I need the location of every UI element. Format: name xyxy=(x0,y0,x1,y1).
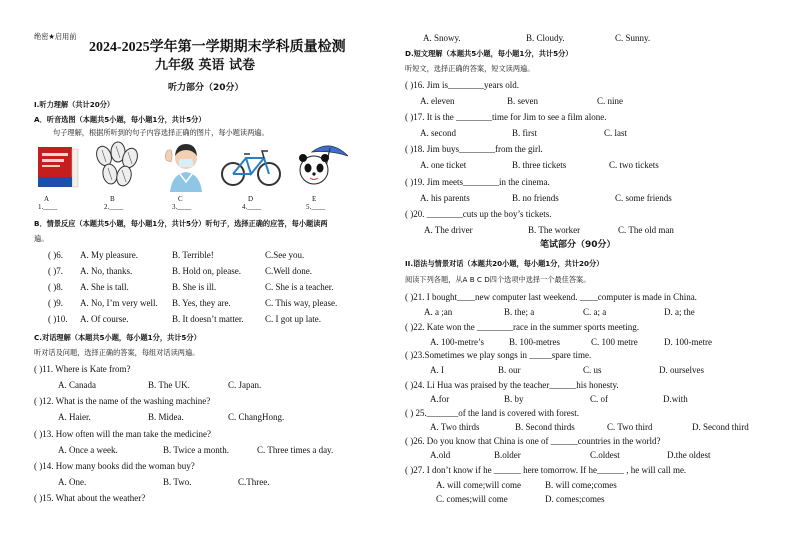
section-a-instructions: 句子理解，根据所听到的句子内容选择正确的图片，每小题读两遍。 xyxy=(53,128,269,137)
option-b[interactable]: B. Cloudy. xyxy=(526,33,565,43)
option-c[interactable]: C. comes;will come xyxy=(436,494,508,504)
bicycle-icon xyxy=(220,146,282,188)
option-b[interactable]: B. by xyxy=(504,394,524,404)
option-d[interactable]: D. Second third xyxy=(692,422,749,432)
option-a[interactable]: A. will come;will come xyxy=(436,480,521,490)
option-a[interactable]: A. The driver xyxy=(424,225,473,235)
listening-heading: 听力部分（20分） xyxy=(168,83,244,93)
option-c[interactable]: C. us xyxy=(583,365,602,375)
option-a[interactable]: A. She is tall. xyxy=(80,282,129,292)
option-c[interactable]: C. Sunny. xyxy=(615,33,651,43)
option-d[interactable]: D.the oldest xyxy=(667,450,711,460)
option-b[interactable]: B. Second thirds xyxy=(515,422,575,432)
part-ii-instructions: 阅读下列各题，从A B C D四个选项中选择一个最佳答案。 xyxy=(405,275,591,284)
option-b[interactable]: B. Hold on, please. xyxy=(172,266,241,276)
option-c[interactable]: C. This way, please. xyxy=(265,298,338,308)
question-text: ( )20. ________cuts up the boy’s tickets. xyxy=(405,209,552,219)
option-b[interactable]: B. Twice a month. xyxy=(163,445,229,455)
question-text: ( ) 25._______of the land is covered with forest. xyxy=(405,408,579,418)
option-c[interactable]: C. of xyxy=(590,394,608,404)
question-text: ( )21. I bought____new computer last weekend. ____computer is made in China. xyxy=(405,292,697,302)
option-a[interactable]: A. Snowy. xyxy=(423,33,461,43)
question-number: ( )7. xyxy=(48,266,63,276)
question-text: ( )15. What about the weather? xyxy=(34,493,146,503)
option-b[interactable]: B. 100-metres xyxy=(509,337,560,347)
option-a[interactable]: A. My pleasure. xyxy=(80,250,138,260)
option-a[interactable]: A. Of course. xyxy=(80,314,129,324)
option-c[interactable]: C. Japan. xyxy=(228,380,262,390)
section-d-instructions: 听短文，选择正确的答案，短文读两遍。 xyxy=(405,64,535,73)
section-c-instructions: 听对话及问题，选择正确的答案，每组对话读两遍。 xyxy=(34,348,200,357)
question-text: ( )18. Jim buys________from the girl. xyxy=(405,144,543,154)
option-a[interactable]: A. one ticket xyxy=(420,160,467,170)
picture-letter: C xyxy=(178,195,183,203)
fried-dough-icon xyxy=(90,140,142,192)
section-b-title: B．情景反应（本题共5小题，每小题1分，共计5分）听句子，选择正确的应答，每小题读两 xyxy=(34,219,328,228)
question-number: ( )9. xyxy=(48,298,63,308)
option-b[interactable]: B. three tickets xyxy=(512,160,567,170)
option-c[interactable]: C. ChangHong. xyxy=(228,412,285,422)
option-a[interactable]: A. One. xyxy=(58,477,87,487)
answer-blank[interactable]: 4.____ xyxy=(242,203,262,211)
option-a[interactable]: A.old xyxy=(430,450,451,460)
option-d[interactable]: D. 100-metre xyxy=(664,337,712,347)
option-c[interactable]: C. a; a xyxy=(583,307,607,317)
option-c[interactable]: C. I got up late. xyxy=(265,314,321,324)
option-c[interactable]: C. some friends xyxy=(615,193,672,203)
option-c[interactable]: C. two tickets xyxy=(609,160,659,170)
section-a-title: A．听音选图（本题共5小题，每小题1分，共计5分） xyxy=(34,115,206,124)
written-heading: 笔试部分（90分） xyxy=(540,240,616,250)
question-text: ( )27. I don’t know if he ______ here tomorrow. If he______ , he will call me. xyxy=(405,465,687,475)
option-a[interactable]: A. second xyxy=(420,128,456,138)
question-number: ( )8. xyxy=(48,282,63,292)
option-a[interactable]: A. Two thirds xyxy=(430,422,480,432)
answer-blank[interactable]: 3.____ xyxy=(172,203,192,211)
option-a[interactable]: A. his parents xyxy=(420,193,470,203)
question-text: ( )17. It is the ________time for Jim to see a film alone. xyxy=(405,112,607,122)
option-a[interactable]: A. 100-metre’s xyxy=(430,337,484,347)
option-c[interactable]: C. She is a teacher. xyxy=(265,282,334,292)
option-a[interactable]: A. Canada xyxy=(58,380,96,390)
answer-blank[interactable]: 5.____ xyxy=(306,203,326,211)
option-b[interactable]: B.older xyxy=(494,450,521,460)
picture-letter: D xyxy=(248,195,254,203)
option-a[interactable]: A. eleven xyxy=(420,96,455,106)
option-c[interactable]: C. nine xyxy=(597,96,623,106)
panda-umbrella-icon xyxy=(294,140,350,192)
question-text: ( )16. Jim is________years old. xyxy=(405,80,519,90)
secret-label: 绝密★启用前 xyxy=(34,32,77,41)
option-a[interactable]: A. Once a week. xyxy=(58,445,118,455)
question-text: ( )12. What is the name of the washing machine? xyxy=(34,396,211,406)
part-i-title: I.听力理解（共计20分） xyxy=(34,100,115,109)
option-b[interactable]: B. The worker xyxy=(528,225,581,235)
option-c[interactable]: C.oldest xyxy=(590,450,620,460)
option-d[interactable]: D. a; the xyxy=(664,307,695,317)
option-b[interactable]: B. It doesn’t matter. xyxy=(172,314,244,324)
option-a[interactable]: A. No, thanks. xyxy=(80,266,133,276)
answer-blank[interactable]: 1.____ xyxy=(38,203,58,211)
option-b[interactable]: B. Yes, they are. xyxy=(172,298,231,308)
part-ii-title: II.语法与情景对话（本题共20小题，每小题1分，共计20分） xyxy=(405,259,604,268)
option-c[interactable]: C. Two third xyxy=(607,422,653,432)
section-b-title-cont: 遍。 xyxy=(34,234,49,243)
question-text: ( )13. How often will the man take the medicine? xyxy=(34,429,211,439)
picture-letter: A xyxy=(44,195,50,203)
option-a[interactable]: A.for xyxy=(430,394,450,404)
option-d[interactable]: D. ourselves xyxy=(659,365,704,375)
option-a[interactable]: A. I xyxy=(430,365,444,375)
option-c[interactable]: C.Well done. xyxy=(265,266,313,276)
option-b[interactable]: B. will come;comes xyxy=(545,480,617,490)
section-c-title: C.对话理解（本题共5小题，每小题1分，共计5分） xyxy=(34,333,201,342)
option-b[interactable]: B. Two. xyxy=(163,477,192,487)
option-b[interactable]: B. our xyxy=(498,365,521,375)
question-text: ( )26. Do you know that China is one of ______countries in the world? xyxy=(405,436,661,446)
question-text: ( )14. How many books did the woman buy? xyxy=(34,461,195,471)
option-a[interactable]: A. No, I’m very well. xyxy=(80,298,158,308)
option-c[interactable]: C.See you. xyxy=(265,250,305,260)
answer-blank[interactable]: 2.____ xyxy=(104,203,124,211)
option-b[interactable]: B. first xyxy=(512,128,538,138)
option-d[interactable]: D. comes;comes xyxy=(545,494,605,504)
option-d[interactable]: D.with xyxy=(663,394,688,404)
question-number: ( )6. xyxy=(48,250,63,260)
exam-subtitle: 九年级 英语 试卷 xyxy=(155,58,256,73)
option-b[interactable]: B. The UK. xyxy=(148,380,190,390)
option-c[interactable]: C. 100 metre xyxy=(591,337,638,347)
option-b[interactable]: B. Midea. xyxy=(148,412,184,422)
option-c[interactable]: C. last xyxy=(604,128,628,138)
picture-letter: E xyxy=(312,195,317,203)
option-b[interactable]: B. She is ill. xyxy=(172,282,217,292)
question-text: ( )23.Sometimes we play songs in _____spare time. xyxy=(405,350,592,360)
option-b[interactable]: B. seven xyxy=(507,96,538,106)
question-number: ( )10. xyxy=(48,314,68,324)
question-text: ( )19. Jim meets________in the cinema. xyxy=(405,177,550,187)
option-c[interactable]: C. The old man xyxy=(618,225,674,235)
dictionary-icon xyxy=(34,143,82,191)
question-text: ( )24. Li Hua was praised by the teacher______his honesty. xyxy=(405,380,619,390)
option-c[interactable]: C. Three times a day. xyxy=(257,445,334,455)
option-b[interactable]: B. no friends xyxy=(512,193,559,203)
option-a[interactable]: A. Haier. xyxy=(58,412,91,422)
nurse-icon xyxy=(158,140,214,192)
section-d-title: D.短文理解（本题共5小题，每小题1分，共计5分） xyxy=(405,49,573,58)
exam-title: 2024-2025学年第一学期期末学科质量检测 xyxy=(89,40,346,55)
option-b[interactable]: B. the; a xyxy=(504,307,535,317)
option-a[interactable]: A. a ;an xyxy=(424,307,453,317)
option-b[interactable]: B. Terrible! xyxy=(172,250,214,260)
option-c[interactable]: C.Three. xyxy=(238,477,270,487)
picture-letter: B xyxy=(110,195,115,203)
question-text: ( )11. Where is Kate from? xyxy=(34,364,131,374)
question-text: ( )22. Kate won the ________race in the summer sports meeting. xyxy=(405,322,639,332)
